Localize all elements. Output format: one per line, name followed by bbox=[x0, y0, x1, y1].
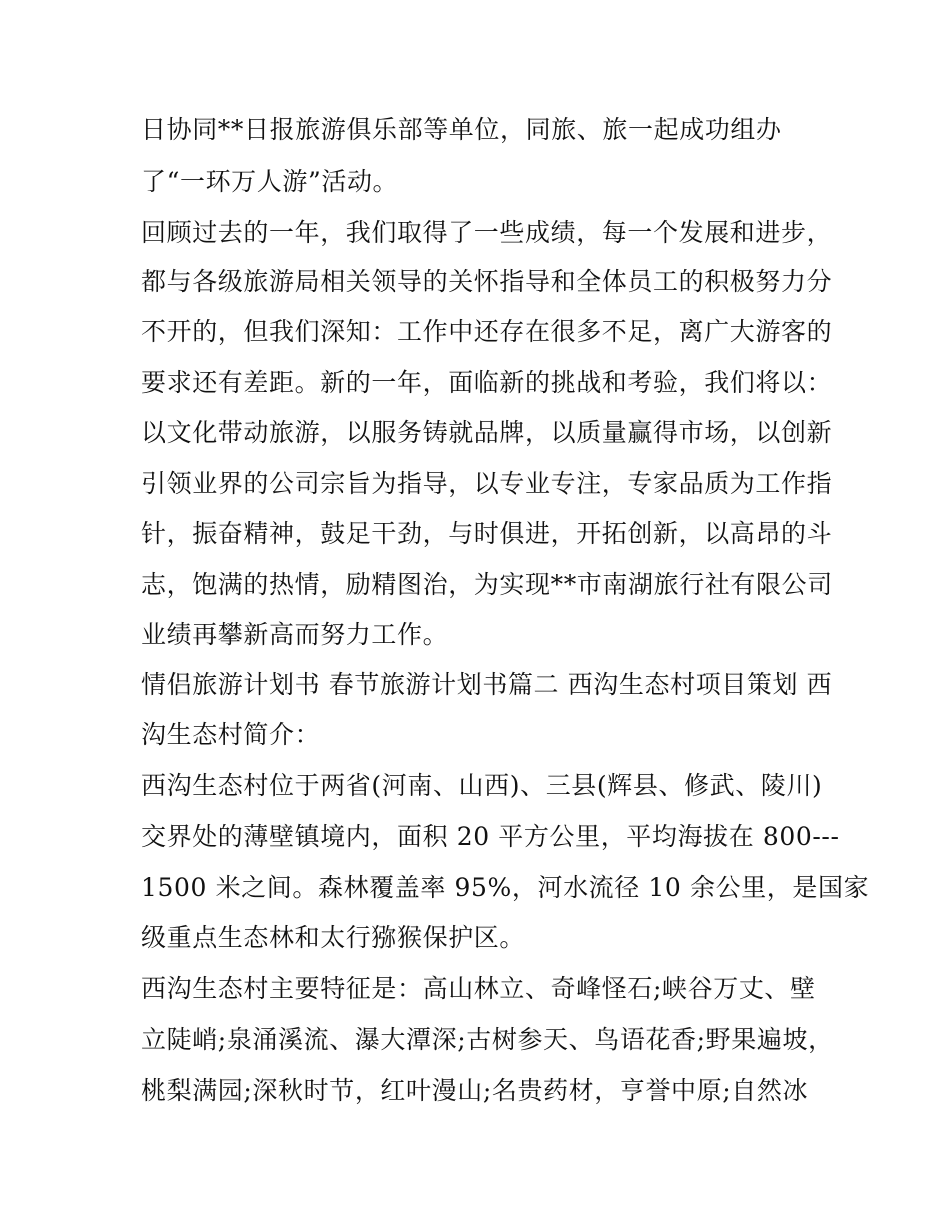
text-line: 引领业界的公司宗旨为指导，以专业专注，专家品质为工作指 bbox=[141, 469, 833, 498]
text-line: 不开的，但我们深知：工作中还存在很多不足，离广大游客的 bbox=[141, 317, 833, 346]
text-line: 志，饱满的热情，励精图治，为实现**市南湖旅行社有限公司 bbox=[141, 570, 833, 599]
text-line: 了“一环万人游”活动。 bbox=[141, 167, 399, 196]
text-line: 业绩再攀新高而努力工作。 bbox=[141, 620, 449, 649]
text-line: 要求还有差距。新的一年，面临新的挑战和考验，我们将以： bbox=[141, 368, 833, 397]
text-line: 回顾过去的一年，我们取得了一些成绩，每一个发展和进步， bbox=[141, 218, 833, 247]
text-line: 针，振奋精神，鼓足干劲，与时俱进，开拓创新，以高昂的斗 bbox=[141, 519, 833, 548]
text-line: 西沟生态村位于两省(河南、山西)、三县(辉县、修武、陵川) bbox=[141, 771, 823, 800]
text-line: 都与各级旅游局相关领导的关怀指导和全体员工的积极努力分 bbox=[141, 267, 833, 296]
text-line: 西沟生态村主要特征是：高山林立、奇峰怪石;峡谷万丈、壁 bbox=[141, 974, 816, 1003]
text-line: 以文化带动旅游，以服务铸就品牌，以质量赢得市场，以创新 bbox=[141, 418, 833, 447]
text-line: 沟生态村简介： bbox=[141, 720, 321, 749]
text-line: 情侣旅游计划书 春节旅游计划书篇二 西沟生态村项目策划 西 bbox=[141, 670, 833, 699]
text-line: 交界处的薄壁镇境内，面积 20 平方公里，平均海拔在 800--- bbox=[141, 822, 840, 851]
text-line: 1500 米之间。森林覆盖率 95%，河水流径 10 余公里，是国家 bbox=[141, 873, 870, 902]
text-line: 桃梨满园;深秋时节，红叶漫山;名贵药材，亨誉中原;自然冰 bbox=[141, 1076, 809, 1105]
text-line: 立陡峭;泉涌溪流、瀑大潭深;古树参天、鸟语花香;野果遍坡， bbox=[141, 1025, 834, 1054]
text-line: 级重点生态林和太行猕猴保护区。 bbox=[141, 923, 526, 952]
text-line: 日协同**日报旅游俱乐部等单位，同旅、旅一起成功组办 bbox=[141, 115, 782, 144]
